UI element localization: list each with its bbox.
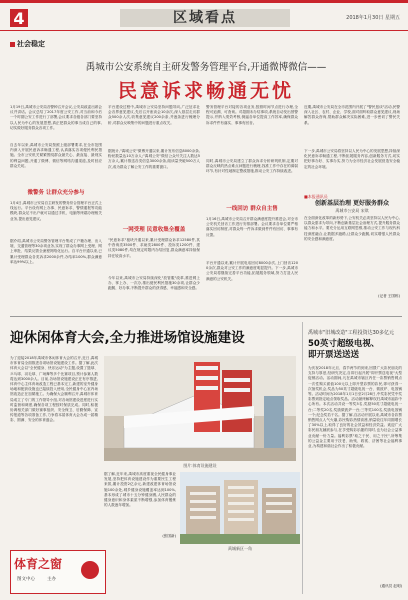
side-subtitle: 禹城市"旧城改造"工程投资达30多亿元: [308, 330, 394, 336]
square-bullet-icon: [10, 42, 15, 47]
commentary-author: 禹城市公安局 宋琪: [335, 208, 369, 213]
paragraph: 为庆祝2018年元旦、春节两节的到来,回馈广大彩民朋友的支持与厚爱,经研究决定,自即日起开展"即开票送电视"大型促销活动。活动期间,凡在禹城市辖区内任一彩票销售网点一次性购买面值100元以上即开型彩票的彩民,即可获得一次抽奖机会,奖品为50英寸超级电视一台、微波炉、电饭锅等。活动时间为2018年1月1日至2月28日,中奖彩民凭中奖彩票到指定地点领取奖品。活动最终解释权归禹城市福彩中心所有。本次活动共设一等奖5名,奖励50英寸超级电视一台;二等奖20名,奖励微波炉一台;三等奖100名,奖励电饭锅一个;纪念奖若干名。据了解,自活动开展以来,禹城市各彩票销售网点人气火爆,彩民购彩热情高涨,销量较往年同期增长了30%以上,取得了良好的社会效益和经济效益。欢迎广大彩民朋友踊跃参与,在享受购彩乐趣的同时,也为社会公益事业贡献一份力量。福利彩票"取之于民、用之于民",所筹集的公益金主要用于扶老、助残、救孤、济困等社会福利事业,为构建和谐社会作出了积极贡献。: [308, 366, 402, 449]
paragraph: 同时,禹城市公安局建立了群众诉求分析研判机制,定期对群众反映的热点难点问题进行梳理,找准工作中存在的薄弱环节,有针对性地制定整改措施,推动公安工作持续改进。: [206, 159, 298, 174]
side-title-line1: 50英寸超级电视、: [308, 339, 380, 349]
section-divider: [10, 316, 402, 317]
paragraph: 下一步,禹城市公安局将坚持以人民为中心的发展思想,持续深化民意诉求畅通工程,不断拓展服务内容,创新服务方式,切实把好事办好、实事办实,努力为全市经济社会发展营造安全稳定的社会环境。: [304, 149, 400, 169]
sports-window-sub1: 图文中心: [17, 577, 35, 582]
paragraph: 为了迎接2018年禹城市休闲体育大会的召开,近日,禹城市体育局全面推进各项场馆设施建设工作。据了解,此次体育大会以"全民健身、快乐运动"为主题,设置了篮球、乒乓球、羽毛球、广场舞等多个比赛项目,预计参赛人数将达到3000余人。目前,各场馆设施建设正在有序推进,体育中心主体育场改造工程已基本完工,新建的室外健身场地和配套设施也已陆续投入使用,全民健身中心室内场馆改造正在加紧施工。为确保大会顺利召开,禹城市体育局成立了专门的工作领导小组,对各场馆建设进度进行实时监督和调度,确保各项工程按时保质完成。同时,积极协调相关部门做好赛事组织、安全保卫、后勤保障、宣传报道等各项准备工作,力争将本届体育大会办成一届精彩、圆满、安全的体育盛会。: [10, 356, 98, 423]
article-column-1: [10, 105, 102, 310]
sports-window-title: 体育之窗: [14, 557, 63, 571]
section-heading: 一线回访 群众自主售: [226, 206, 278, 212]
buildings-illustration: [180, 472, 300, 544]
column-tag: [10, 39, 45, 49]
commentary-title: 创新基层治理 更好服务群众: [314, 200, 390, 207]
page-number-block: [10, 9, 28, 27]
paragraph: 平台建设过程中,禹城市公安局坚持问题导向,广泛征求社会各界意见建议,先后召开座谈会10余次,深入基层走访群众500余人次,收集意见建议200余条,并逐条进行梳理分析,对群众反映集中的问题进行重点攻关。: [108, 105, 200, 125]
top-red-rule: [0, 0, 408, 3]
commentary-tag: ■本报通讯员: [304, 194, 328, 199]
paragraph: 近期,禹城市公安局在全市范围内开展了"警民恳谈"活动,民警深入社区、农村、企业、学校,面对面听取群众意见建议,现场解答群众咨询,帮助群众解决实际困难,进一步密切了警民关系。: [304, 105, 400, 125]
article-column-2: [108, 105, 200, 310]
column-divider: [302, 322, 303, 594]
sports-title: 迎休闲体育大会,全力推进场馆设施建设: [10, 330, 245, 346]
byline: (记者 王国栋): [378, 294, 400, 298]
sports-window-sub2: 主办: [47, 577, 56, 582]
paragraph: "民意诉求"板块开通以来,累计受理群众诉求12580件,其中咨询类3500件、求助类2800件、投诉类1200件、建议类5080件,均在规定时限内办结回复,群众满意率持续保持在较高水平。: [108, 238, 200, 258]
paragraph: 警务管理平台对接的各项业务,按照时间节点进行办理,全程可追溯、可查询。对超期未办结事项,系统自动发出预警提示,并纳入绩效考核,倒逼各单位提高工作效率,确保群众诉求件件有落实、事事有回音。: [206, 105, 298, 125]
runner-icon: [81, 561, 99, 579]
sports-column-1: [10, 356, 98, 541]
paragraph: 今年以来,禹城市公安局持续深化"放管服"改革,推进网上办、掌上办、一次办,推出便民利民措施30余项,让群众少跑腿、好办事,不断提升群众的获得感、幸福感和安全感。: [108, 276, 200, 291]
paragraph: 自去年以来,禹城市公安局按照上级部署要求,在全市范围内深入开展民意诉求畅通工程,认真落实各项便民利民措施。全市公安机关紧紧围绕群众最关心、最直接、最现实的利益问题,开通了微博、微信等网络沟通渠道,及时回应群众关切。: [10, 143, 102, 168]
sports-window-box: [10, 550, 106, 594]
article-column-3: [206, 105, 298, 310]
photo-caption: 禹城新区一角: [228, 546, 252, 551]
paragraph: 1月19日,禹城市公安局各警种召开会议,公安局政委出席会议并讲话。会议总结了2017年度公安工作,对当前和今后一个时期公安工作进行了部署,会议要求各级各部门要坚持以人民为中心的发展思想,真正把群众的事当成自己的事,切实做好服务群众各项工作。: [10, 105, 102, 130]
page-number: 4: [13, 8, 25, 28]
commentary-box: [304, 194, 400, 214]
article-title: 民意诉求畅通无忧: [117, 80, 294, 102]
photo-caption: 图片:体育设施建设: [183, 463, 217, 468]
buildings-photo: [180, 472, 300, 544]
article-subtitle: 禹城市公安系统自主研发警务管理平台,开通微博微信——: [85, 62, 327, 73]
paragraph: 1月4日,禹城市公安局自主研发的警务综合管理平台正式上线运行。平台设有网上办事、民意诉求、警情通报等功能模块,群众足不出户就可以通过手机、电脑等终端办理相关业务,提出意见建议。: [10, 201, 102, 221]
column-tag-label: 社会稳定: [17, 40, 45, 48]
section-title: 区域看点: [173, 10, 237, 26]
article-column-4: [304, 105, 400, 310]
paragraph: 1月16日,禹城市公安局召开群众满意度提升推进会,对全市公安机关回访工作进行安排部署。会议要求各单位要严格落实回访制度,对群众每一件诉求做到件件有回访、事事有反馈。: [206, 217, 298, 237]
paragraph: 据了解,近年来,禹城市高度重视全民健身事业发展,坚持把体育设施建设作为重要民生工程来抓,累计投资2亿余元,新建改建体育场馆设施100余处,城乡健身设施覆盖率达到100%,基本形成了城市十五分钟健身圈,人民群众的健身意识和身体素质不断增强,参加体育锻炼的人数逐年增加。: [104, 472, 176, 508]
side-title-line2: 即开票送送送: [308, 350, 360, 360]
sports-column-2: [104, 472, 176, 540]
section-heading: 微警务 让群众充分参与: [27, 190, 85, 196]
header-rule: [0, 30, 408, 31]
stadium-illustration: [104, 356, 296, 461]
paragraph: 据介绍,禹城市公安局警务管理平台集成了户籍办理、出入境、交通管理等30余项业务,实现了群众办事网上受理、网上审批、结果反馈全流程网络化运行。自平台开通以来,已累计受理群众各类诉求2000余件,办结率100%,群众满意率达99%以上。: [10, 239, 102, 264]
paragraph: 据统计,"禹城公安"微博开通以来,累计发布信息8000余条,粉丝数量达10万余人;"禹城公安"微信公众号关注人数达5万余人,累计推送各类信息3000余条,阅读量突破500万人次,成为群众了解公安工作的重要窗口。: [108, 149, 200, 169]
section-heading: 一网受理 民意收集全覆盖: [122, 227, 186, 233]
byline: (通讯员 赵明): [380, 584, 402, 588]
side-body: [308, 366, 402, 594]
byline: (张国新): [162, 534, 176, 538]
stadium-photo: [104, 356, 296, 461]
date-line: 2018年1月30日 星期五: [346, 15, 400, 21]
paragraph: 在全面深化改革的新形势下,公安机关必须坚持以人民为中心,以群众需求为导向,不断创新基层社会治理方式,提升服务群众能力和水平。要充分运用互联网思维,推动公安工作与现代科技深度融合,让数据多跑路,让群众少跑腿,切实增强人民群众的安全感和满意度。: [304, 216, 400, 241]
paragraph: 平台开通以来,累计开展电话回访8000余次,上门回访1200余次,群众对公安工作的满意度明显提升。下一步,禹城市公安局将继续完善平台功能,拓展服务领域,努力打造人民满意的公安机关。: [206, 261, 298, 281]
